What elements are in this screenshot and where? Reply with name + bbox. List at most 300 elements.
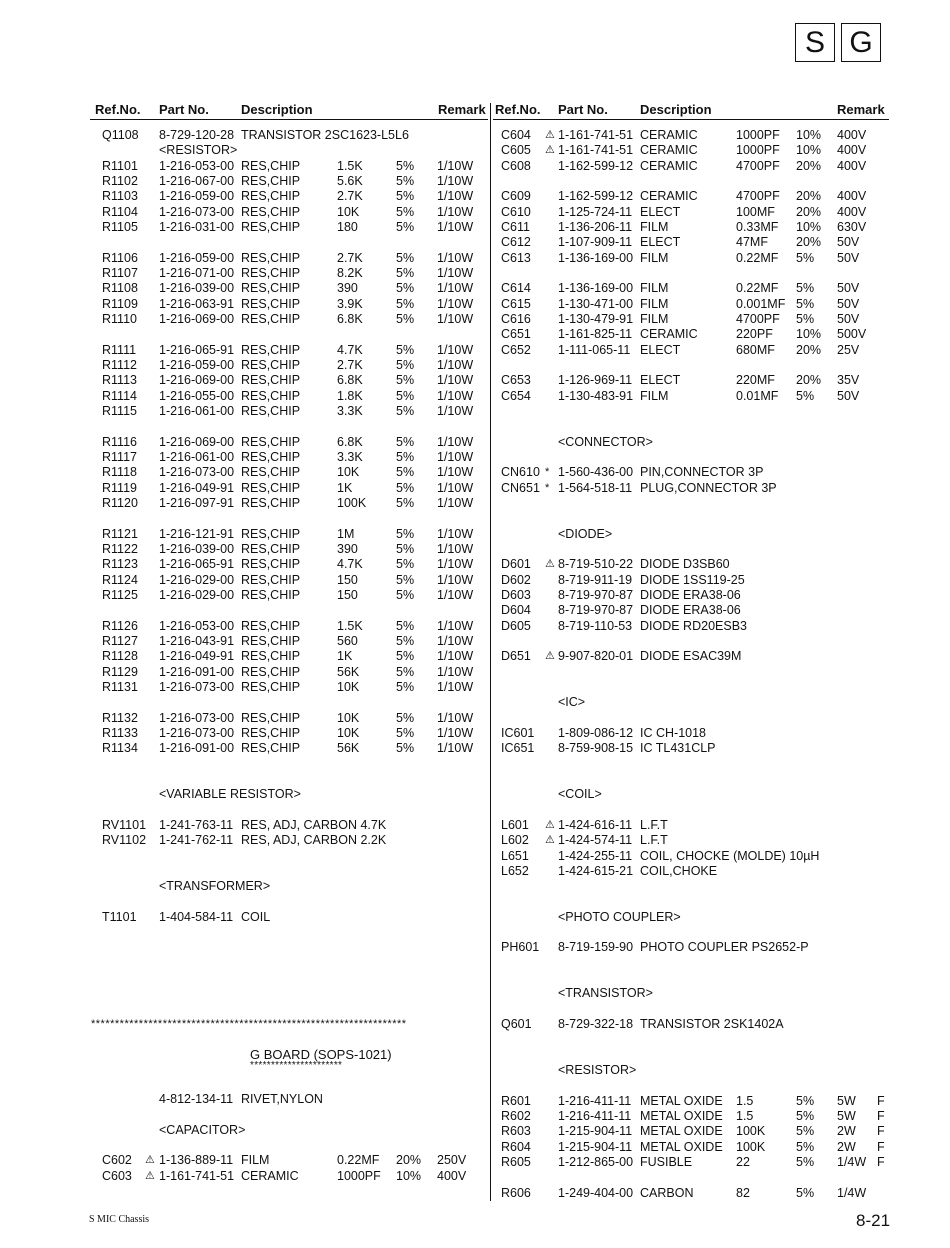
rating: 1/10W xyxy=(437,434,474,449)
part-no: 1-216-121-91 xyxy=(159,526,235,541)
value: 2.7K xyxy=(337,357,363,372)
ref-no: PH601 xyxy=(501,940,540,955)
ref-no: R1128 xyxy=(102,649,138,664)
part-no: 1-161-741-51 xyxy=(558,128,634,142)
ref-no: R1129 xyxy=(102,664,138,679)
ref-no: R1111 xyxy=(102,342,137,357)
ref-no: IC601 xyxy=(501,725,535,740)
rating: 1/10W xyxy=(437,373,474,388)
tolerance: 10% xyxy=(796,219,822,234)
ref-no: C612 xyxy=(501,235,531,250)
value: 390 xyxy=(337,281,358,296)
rating: 1/10W xyxy=(437,526,474,541)
description: PIN,CONNECTOR 3P xyxy=(640,465,764,480)
safety-warning-icon: ⚠ xyxy=(545,558,555,571)
part-no: 1-136-169-00 xyxy=(558,250,634,265)
safety-warning-icon: ⚠ xyxy=(545,834,555,847)
description: FILM xyxy=(640,296,669,311)
rating: 1/10W xyxy=(437,649,474,664)
tolerance: 5% xyxy=(396,204,415,219)
description: RES,CHIP xyxy=(241,572,301,587)
ref-no: L601 xyxy=(501,817,529,832)
description: RES,CHIP xyxy=(241,679,301,694)
rating: 1/10W xyxy=(437,664,474,679)
value: 100MF xyxy=(736,204,775,219)
tolerance: 20% xyxy=(796,373,822,388)
value: 10K xyxy=(337,465,360,480)
section-heading: <COIL> xyxy=(558,787,602,802)
description: RES,CHIP xyxy=(241,403,301,418)
value: 1000PF xyxy=(337,1168,381,1183)
tolerance: 5% xyxy=(396,342,415,357)
rating: 1/10W xyxy=(437,741,474,756)
section-heading: <TRANSISTOR> xyxy=(558,986,653,1001)
rating: 400V xyxy=(837,143,867,158)
part-no: 1-216-043-91 xyxy=(159,633,235,648)
rating: 2W xyxy=(837,1124,856,1139)
description: RES,CHIP xyxy=(241,526,301,541)
remark: F xyxy=(877,1109,885,1124)
description: IC CH-1018 xyxy=(640,725,706,740)
description: COIL,CHOKE xyxy=(640,863,718,878)
description: CERAMIC xyxy=(640,327,698,342)
rating: 50V xyxy=(837,235,860,250)
tolerance: 5% xyxy=(396,725,415,740)
part-no: 1-216-061-00 xyxy=(159,403,235,418)
part-no: 1-216-049-91 xyxy=(159,480,235,495)
ref-no: RV1102 xyxy=(102,833,147,848)
section-divider-stars: ****************************************************************** xyxy=(91,1018,407,1030)
description: CERAMIC xyxy=(640,189,698,204)
part-no: 1-111-065-11 xyxy=(558,342,631,357)
safety-warning-icon: ⚠ xyxy=(145,1169,155,1182)
value: 680MF xyxy=(736,342,775,357)
tab-g: G xyxy=(841,23,881,62)
ref-no: R606 xyxy=(501,1185,531,1200)
rating: 1/10W xyxy=(437,618,474,633)
value: 180 xyxy=(337,219,358,234)
value: 3.9K xyxy=(337,296,363,311)
rating: 1/10W xyxy=(437,219,474,234)
part-no: 1-136-169-00 xyxy=(558,281,634,296)
rating: 50V xyxy=(837,281,860,296)
rating: 35V xyxy=(837,373,860,388)
tolerance: 20% xyxy=(396,1153,422,1168)
value: 10K xyxy=(337,679,360,694)
tolerance: 5% xyxy=(396,664,415,679)
description: DIODE ESAC39M xyxy=(640,649,742,664)
column-divider xyxy=(490,103,491,1201)
safety-warning-icon: ⚠ xyxy=(545,818,555,831)
part-no: 1-216-053-00 xyxy=(159,618,235,633)
value: 0.001MF xyxy=(736,296,786,311)
part-no: 1-216-049-91 xyxy=(159,649,235,664)
part-no: 8-759-908-15 xyxy=(558,741,634,756)
value: 100K xyxy=(337,495,367,510)
value: 82 xyxy=(736,1185,750,1200)
header-description-right: Description xyxy=(640,102,712,117)
description: ELECT xyxy=(640,373,681,388)
part-no: 1-107-909-11 xyxy=(558,235,633,250)
part-no: 1-216-097-91 xyxy=(159,495,235,510)
part-no: 1-216-029-00 xyxy=(159,587,235,602)
tolerance: 5% xyxy=(796,1185,815,1200)
part-no: 1-216-055-00 xyxy=(159,388,235,403)
tolerance: 5% xyxy=(396,557,415,572)
ref-no: Q601 xyxy=(501,1017,532,1032)
description: CERAMIC xyxy=(640,158,698,173)
remark: F xyxy=(877,1139,885,1154)
tolerance: 5% xyxy=(396,434,415,449)
part-no: 1-212-865-00 xyxy=(558,1155,634,1170)
ref-no: D604 xyxy=(501,603,531,618)
rating: 400V xyxy=(837,204,867,219)
value: 4700PF xyxy=(736,158,780,173)
ref-no: R1125 xyxy=(102,587,138,602)
part-no: 1-216-059-00 xyxy=(159,357,235,372)
ref-no: R1134 xyxy=(102,741,138,756)
ref-no: R603 xyxy=(501,1124,531,1139)
value: 5.6K xyxy=(337,173,363,188)
tolerance: 5% xyxy=(796,311,815,326)
tolerance: 5% xyxy=(396,541,415,556)
ref-no: R1120 xyxy=(102,495,138,510)
rating: 2W xyxy=(837,1139,856,1154)
ref-no: R1103 xyxy=(102,189,138,204)
description: RES,CHIP xyxy=(241,449,301,464)
ref-no: R1105 xyxy=(102,219,138,234)
part-no: 1-215-904-11 xyxy=(558,1124,633,1139)
tolerance: 5% xyxy=(796,1109,815,1124)
tolerance: 5% xyxy=(396,710,415,725)
header-remark: Remark xyxy=(438,102,486,117)
description: RES,CHIP xyxy=(241,557,301,572)
ref-no: D605 xyxy=(501,618,531,633)
description: IC TL431CLP xyxy=(640,741,716,756)
ref-no: D603 xyxy=(501,587,531,602)
rating: 630V xyxy=(837,219,867,234)
tolerance: 5% xyxy=(396,403,415,418)
description: RES,CHIP xyxy=(241,173,301,188)
header-remark-right: Remark xyxy=(837,102,885,117)
asterisk-mark: * xyxy=(545,466,550,479)
description: RES,CHIP xyxy=(241,342,301,357)
tolerance: 5% xyxy=(396,173,415,188)
tolerance: 5% xyxy=(396,633,415,648)
ref-no: R1133 xyxy=(102,725,138,740)
tolerance: 10% xyxy=(796,128,822,142)
ref-no: C616 xyxy=(501,311,531,326)
ref-no: R1107 xyxy=(102,265,138,280)
rating: 400V xyxy=(837,189,867,204)
description: RES,CHIP xyxy=(241,710,301,725)
tab-s: S xyxy=(795,23,835,62)
description: RES,CHIP xyxy=(241,649,301,664)
part-no: 1-241-763-11 xyxy=(159,817,234,832)
part-no: 8-719-911-19 xyxy=(558,572,633,587)
part-no: 1-249-404-00 xyxy=(558,1185,634,1200)
value: 4.7K xyxy=(337,342,363,357)
part-no: 1-216-069-00 xyxy=(159,434,235,449)
rating: 50V xyxy=(837,250,860,265)
rating: 1/10W xyxy=(437,572,474,587)
tolerance: 5% xyxy=(396,281,415,296)
value: 4700PF xyxy=(736,311,780,326)
ref-no: C652 xyxy=(501,342,531,357)
ref-no: R1106 xyxy=(102,250,138,265)
description: RES,CHIP xyxy=(241,189,301,204)
tolerance: 5% xyxy=(796,250,815,265)
value: 1000PF xyxy=(736,128,780,142)
rating: 400V xyxy=(437,1168,467,1183)
description: RES,CHIP xyxy=(241,434,301,449)
remark: F xyxy=(877,1093,885,1108)
header-part-no: Part No. xyxy=(159,102,209,117)
header-rule-left xyxy=(90,119,488,120)
section-heading: <CONNECTOR> xyxy=(558,434,653,449)
ref-no: L652 xyxy=(501,863,529,878)
part-no: 1-216-411-11 xyxy=(558,1093,632,1108)
description: PLUG,CONNECTOR 3P xyxy=(640,480,777,495)
safety-warning-icon: ⚠ xyxy=(545,129,555,141)
value: 0.22MF xyxy=(337,1153,380,1168)
part-no: 1-125-724-11 xyxy=(558,204,633,219)
description: L.F.T xyxy=(640,833,668,848)
description: RES,CHIP xyxy=(241,541,301,556)
part-no: 1-216-059-00 xyxy=(159,250,235,265)
value: 560 xyxy=(337,633,358,648)
description: COIL, CHOCKE (MOLDE) 10µH xyxy=(640,848,820,863)
part-no: 1-424-255-11 xyxy=(558,848,633,863)
rating: 1/10W xyxy=(437,342,474,357)
ref-no: D651 xyxy=(501,649,531,664)
part-no: 1-216-039-00 xyxy=(159,281,235,296)
part-no: 1-216-039-00 xyxy=(159,541,235,556)
ref-no: R1114 xyxy=(102,388,137,403)
value: 100K xyxy=(736,1124,766,1139)
board-title-underline: ********************** xyxy=(250,1060,343,1071)
header-part-no-right: Part No. xyxy=(558,102,608,117)
part-no: 1-216-067-00 xyxy=(159,173,235,188)
value: 0.33MF xyxy=(736,219,779,234)
section-heading: <RESISTOR> xyxy=(159,143,238,158)
value: 1.5K xyxy=(337,158,363,173)
description: RES,CHIP xyxy=(241,480,301,495)
rating: 1/10W xyxy=(437,587,474,602)
part-no: 1-136-206-11 xyxy=(558,219,633,234)
rating: 1/10W xyxy=(437,311,474,326)
tolerance: 5% xyxy=(396,265,415,280)
rating: 1/10W xyxy=(437,403,474,418)
value: 0.22MF xyxy=(736,250,779,265)
section-heading: <PHOTO COUPLER> xyxy=(558,909,681,924)
part-no: 1-216-073-00 xyxy=(159,204,235,219)
tolerance: 5% xyxy=(396,587,415,602)
header-description: Description xyxy=(241,102,313,117)
value: 1.5 xyxy=(736,1109,754,1124)
ref-no: R605 xyxy=(501,1155,531,1170)
part-no: 8-719-110-53 xyxy=(558,618,633,633)
ref-no: R1112 xyxy=(102,357,137,372)
description: TRANSISTOR 2SC1623-L5L6 xyxy=(241,128,409,142)
description: RES,CHIP xyxy=(241,357,301,372)
safety-warning-icon: ⚠ xyxy=(145,1154,155,1167)
tolerance: 5% xyxy=(396,618,415,633)
tolerance: 20% xyxy=(796,235,822,250)
tolerance: 5% xyxy=(396,649,415,664)
tolerance: 5% xyxy=(396,311,415,326)
description: METAL OXIDE xyxy=(640,1093,723,1108)
description: RES,CHIP xyxy=(241,587,301,602)
description: ELECT xyxy=(640,204,681,219)
description: RES,CHIP xyxy=(241,465,301,480)
tolerance: 5% xyxy=(396,679,415,694)
ref-no: R1117 xyxy=(102,449,137,464)
value: 0.01MF xyxy=(736,388,779,403)
part-no: 1-216-069-00 xyxy=(159,311,235,326)
description: ELECT xyxy=(640,342,681,357)
ref-no: R1102 xyxy=(102,173,138,188)
description: PHOTO COUPLER PS2652-P xyxy=(640,940,809,955)
part-no: 1-216-065-91 xyxy=(159,342,235,357)
part-no: 1-809-086-12 xyxy=(558,725,634,740)
rating: 1/10W xyxy=(437,480,474,495)
board-title: G BOARD (SOPS-1021) xyxy=(250,1047,392,1062)
description: DIODE 1SS119-25 xyxy=(640,572,745,587)
tolerance: 5% xyxy=(396,449,415,464)
ref-no: C605 xyxy=(501,143,531,158)
tolerance: 5% xyxy=(396,572,415,587)
description: DIODE D3SB60 xyxy=(640,557,730,572)
part-no: 1-126-969-11 xyxy=(558,373,633,388)
tolerance: 5% xyxy=(396,526,415,541)
value: 4.7K xyxy=(337,557,363,572)
asterisk-mark: * xyxy=(545,481,550,494)
part-no: 1-216-069-00 xyxy=(159,373,235,388)
value: 2.7K xyxy=(337,250,363,265)
description: CARBON xyxy=(640,1185,694,1200)
tolerance: 20% xyxy=(796,189,822,204)
part-no: 1-161-741-51 xyxy=(558,143,634,158)
part-no: 1-241-762-11 xyxy=(159,833,234,848)
description: L.F.T xyxy=(640,817,668,832)
ref-no: R1122 xyxy=(102,541,138,556)
header-rule-right xyxy=(493,119,889,120)
description: RES, ADJ, CARBON 4.7K xyxy=(241,817,387,832)
description: CERAMIC xyxy=(241,1168,299,1183)
value: 0.22MF xyxy=(736,281,779,296)
tolerance: 5% xyxy=(396,158,415,173)
description: DIODE RD20ESB3 xyxy=(640,618,747,633)
ref-no: C615 xyxy=(501,296,531,311)
tolerance: 5% xyxy=(396,741,415,756)
part-no: 1-216-061-00 xyxy=(159,449,235,464)
part-no: 4-812-134-11 xyxy=(159,1092,234,1106)
ref-no: R1124 xyxy=(102,572,138,587)
value: 1.5K xyxy=(337,618,363,633)
ref-no: R604 xyxy=(501,1139,531,1154)
rating: 50V xyxy=(837,388,860,403)
ref-no: C604 xyxy=(501,128,531,142)
tolerance: 5% xyxy=(796,1093,815,1108)
ref-no: RV1101 xyxy=(102,817,147,832)
description: RES,CHIP xyxy=(241,311,301,326)
description: RES,CHIP xyxy=(241,281,301,296)
tolerance: 10% xyxy=(396,1168,422,1183)
rating: 400V xyxy=(837,158,867,173)
ref-no: R1104 xyxy=(102,204,138,219)
ref-no: C613 xyxy=(501,250,531,265)
part-no: 1-216-091-00 xyxy=(159,664,235,679)
tolerance: 20% xyxy=(796,158,822,173)
part-no: 1-136-889-11 xyxy=(159,1153,234,1168)
ref-no: C608 xyxy=(501,158,531,173)
description: COIL xyxy=(241,909,271,924)
ref-no: R1109 xyxy=(102,296,138,311)
tolerance: 20% xyxy=(796,204,822,219)
value: 4700PF xyxy=(736,189,780,204)
description: FILM xyxy=(640,250,669,265)
rating: 1/10W xyxy=(437,189,474,204)
ref-no: CN610 xyxy=(501,465,540,480)
description: FILM xyxy=(640,311,669,326)
rating: 1/10W xyxy=(437,250,474,265)
rating: 1/10W xyxy=(437,296,474,311)
part-no: 1-216-091-00 xyxy=(159,741,235,756)
description: FILM xyxy=(241,1153,270,1168)
tolerance: 5% xyxy=(396,250,415,265)
description: RES,CHIP xyxy=(241,373,301,388)
ref-no: C602 xyxy=(102,1153,132,1168)
section-heading: <DIODE> xyxy=(558,526,613,541)
rating: 1/4W xyxy=(837,1155,867,1170)
section-heading: <TRANSFORMER> xyxy=(159,879,271,894)
rating: 1/10W xyxy=(437,710,474,725)
rating: 1/10W xyxy=(437,541,474,556)
ref-no: R1108 xyxy=(102,281,138,296)
part-no: 1-216-059-00 xyxy=(159,189,235,204)
value: 220PF xyxy=(736,327,773,342)
ref-no: L602 xyxy=(501,833,529,848)
tolerance: 5% xyxy=(396,219,415,234)
rating: 1/10W xyxy=(437,281,474,296)
description: TRANSISTOR 2SK1402A xyxy=(640,1017,784,1032)
description: RES,CHIP xyxy=(241,296,301,311)
description: RES,CHIP xyxy=(241,618,301,633)
ref-no: L651 xyxy=(501,848,529,863)
ref-no: Q1108 xyxy=(102,128,139,142)
tolerance: 5% xyxy=(396,495,415,510)
description: METAL OXIDE xyxy=(640,1139,723,1154)
ref-no: R601 xyxy=(501,1093,531,1108)
description: ELECT xyxy=(640,235,681,250)
rating: 1/10W xyxy=(437,265,474,280)
footer-chassis: S MIC Chassis xyxy=(89,1214,150,1225)
value: 6.8K xyxy=(337,311,363,326)
tolerance: 5% xyxy=(396,189,415,204)
value: 10K xyxy=(337,204,360,219)
value: 10K xyxy=(337,710,360,725)
part-no: 1-560-436-00 xyxy=(558,465,634,480)
ref-no: R1121 xyxy=(102,526,138,541)
ref-no: IC651 xyxy=(501,741,535,756)
value: 100K xyxy=(736,1139,766,1154)
part-no: 1-564-518-11 xyxy=(558,480,633,495)
rating: 1/10W xyxy=(437,679,474,694)
part-no: 1-424-616-11 xyxy=(558,817,633,832)
description: RES,CHIP xyxy=(241,265,301,280)
ref-no: C651 xyxy=(501,327,531,342)
